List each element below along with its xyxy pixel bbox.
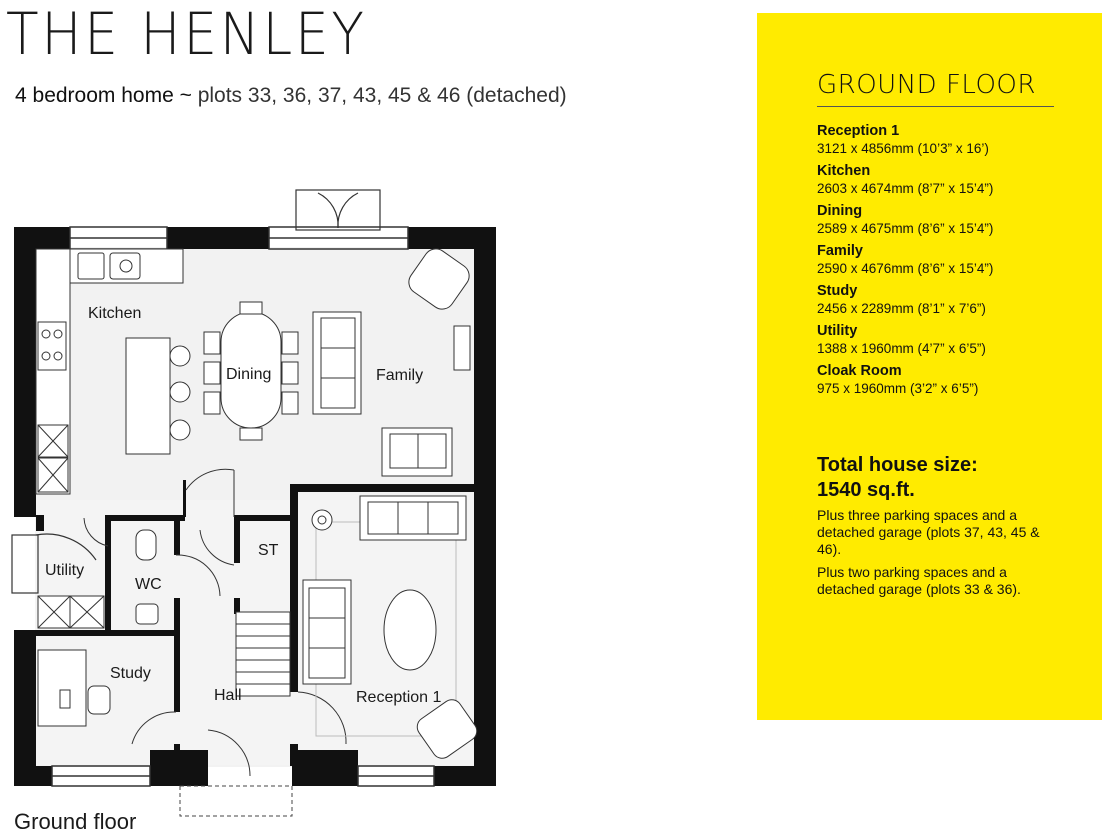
room-item: [817, 123, 1087, 157]
room-dims: 2603 x 4674mm (8’7” x 15’4”): [817, 181, 994, 196]
label-dining: Dining: [226, 366, 272, 383]
room-dims: 2590 x 4676mm (8’6” x 15’4”): [817, 261, 994, 276]
room-item: [817, 283, 1087, 317]
page-title: THE HENLEY: [6, 0, 367, 68]
room-dims: 975 x 1960mm (3’2” x 6’5”): [817, 381, 979, 396]
utility-units: [38, 596, 104, 628]
total-value: 1540 sq.ft.: [817, 479, 915, 501]
subtitle-lead: 4 bedroom home ~: [15, 84, 192, 107]
subtitle-plots: plots 33, 36, 37, 43, 45 & 46 (detached): [197, 84, 567, 107]
room-name: Cloak Room: [817, 363, 902, 379]
room-item: [817, 163, 1087, 197]
subtitle: [15, 84, 567, 108]
label-hall: Hall: [214, 687, 242, 704]
room-item: [817, 363, 1087, 397]
room-dims: 2589 x 4675mm (8’6” x 15’4”): [817, 221, 994, 236]
label-reception: Reception 1: [356, 689, 442, 706]
label-wc: WC: [135, 576, 162, 593]
label-family: Family: [376, 367, 424, 384]
room-item: [817, 203, 1087, 237]
room-dims: 2456 x 2289mm (8’1” x 7’6”): [817, 301, 986, 316]
room-item: [817, 323, 1087, 357]
label-utility: Utility: [45, 562, 85, 579]
room-dims: 1388 x 1960mm (4’7” x 6’5”): [817, 341, 986, 356]
room-name: Dining: [817, 203, 863, 219]
label-study: Study: [110, 665, 151, 682]
info-panel: [757, 13, 1102, 720]
parking-notes: [817, 507, 1057, 604]
room-item: [817, 243, 1087, 277]
room-name: Utility: [817, 323, 858, 339]
front-step: [180, 786, 292, 816]
label-st: ST: [258, 542, 279, 559]
room-name: Family: [817, 243, 863, 259]
floor-plan: [0, 180, 520, 820]
parking-note: Plus two parking spaces and a detached garage (plots 33 & 36).: [817, 564, 1021, 597]
room-name: Reception 1: [817, 123, 900, 139]
panel-heading: GROUND FLOOR: [817, 70, 1054, 107]
room-list: [817, 123, 1087, 403]
staircase: [236, 612, 290, 696]
kitchen-island: [126, 338, 190, 454]
room-name: Study: [817, 283, 858, 299]
total-label: Total house size:: [817, 454, 978, 476]
room-name: Kitchen: [817, 163, 871, 179]
floor-caption: Ground floor: [14, 809, 137, 834]
room-dims: 3121 x 4856mm (10’3” x 16’): [817, 141, 989, 156]
french-doors: [296, 190, 380, 230]
total-house-size: [817, 453, 1087, 503]
label-kitchen: Kitchen: [88, 305, 142, 322]
parking-note: Plus three parking spaces and a detached garage (plots 37, 43, 45 & 46).: [817, 507, 1040, 557]
